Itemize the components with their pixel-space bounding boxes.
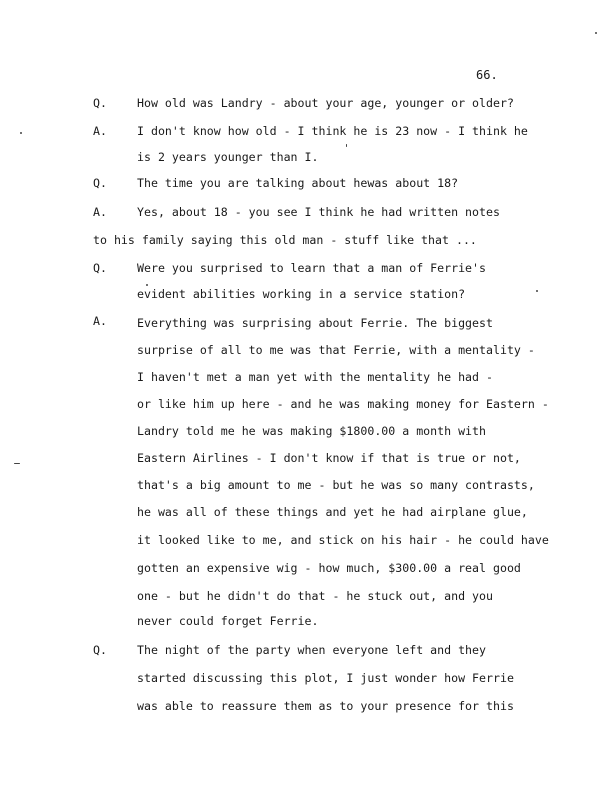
speaker-label: Q. <box>93 261 107 275</box>
speaker-label: Q. <box>93 643 107 657</box>
transcript-line: The night of the party when everyone left and they <box>137 643 487 657</box>
transcript-line: I haven't met a man yet with the mentality he had - <box>137 370 493 384</box>
transcript-line: it looked like to me, and stick on his hair - he could have <box>137 533 549 547</box>
speaker-label: A. <box>93 124 107 138</box>
scan-speck <box>536 290 538 292</box>
scan-speck <box>595 32 597 34</box>
transcript-line: to his family saying this old man - stuff like that ... <box>93 233 477 247</box>
transcript-line: that's a big amount to me - but he was so many contrasts, <box>137 478 535 492</box>
transcript-line: is 2 years younger than I. <box>137 150 319 164</box>
transcript-line: started discussing this plot, I just wonder how Ferrie <box>137 671 514 685</box>
transcript-line: or like him up here - and he was making money for Eastern - <box>137 397 549 411</box>
transcript-line: The time you are talking about hewas about 18? <box>137 176 459 190</box>
transcript-line: How old was Landry - about your age, younger or older? <box>137 96 514 110</box>
transcript-line: Were you surprised to learn that a man of Ferrie's <box>137 261 487 275</box>
speaker-label: A. <box>93 205 107 219</box>
transcript-line: Everything was surprising about Ferrie. The biggest <box>137 316 493 330</box>
transcript-line: evident abilities working in a service station? <box>137 287 466 301</box>
page-number: 66. <box>476 68 498 82</box>
speaker-label: Q. <box>93 96 107 110</box>
transcript-line: gotten an expensive wig - how much, $300.00 a real good <box>137 561 521 575</box>
speaker-label: Q. <box>93 176 107 190</box>
transcript-line: surprise of all to me was that Ferrie, with a mentality - <box>137 343 535 357</box>
transcript-line: Landry told me he was making $1800.00 a month with <box>137 424 487 438</box>
transcript-line: Eastern Airlines - I don't know if that is true or not, <box>137 451 521 465</box>
scan-speck <box>346 144 347 147</box>
transcript-line: he was all of these things and yet he had airplane glue, <box>137 505 528 519</box>
transcript-line: never could forget Ferrie. <box>137 614 319 628</box>
scan-speck <box>20 132 22 134</box>
transcript-line: Yes, about 18 - you see I think he had written notes <box>137 205 500 219</box>
scan-speck <box>14 463 20 464</box>
transcript-line: one - but he didn't do that - he stuck out, and you <box>137 589 493 603</box>
transcript-line: was able to reassure them as to your presence for this <box>137 699 514 713</box>
speaker-label: A. <box>93 314 107 328</box>
transcript-line: I don't know how old - I think he is 23 now - I think he <box>137 124 528 138</box>
scan-speck <box>146 284 148 286</box>
